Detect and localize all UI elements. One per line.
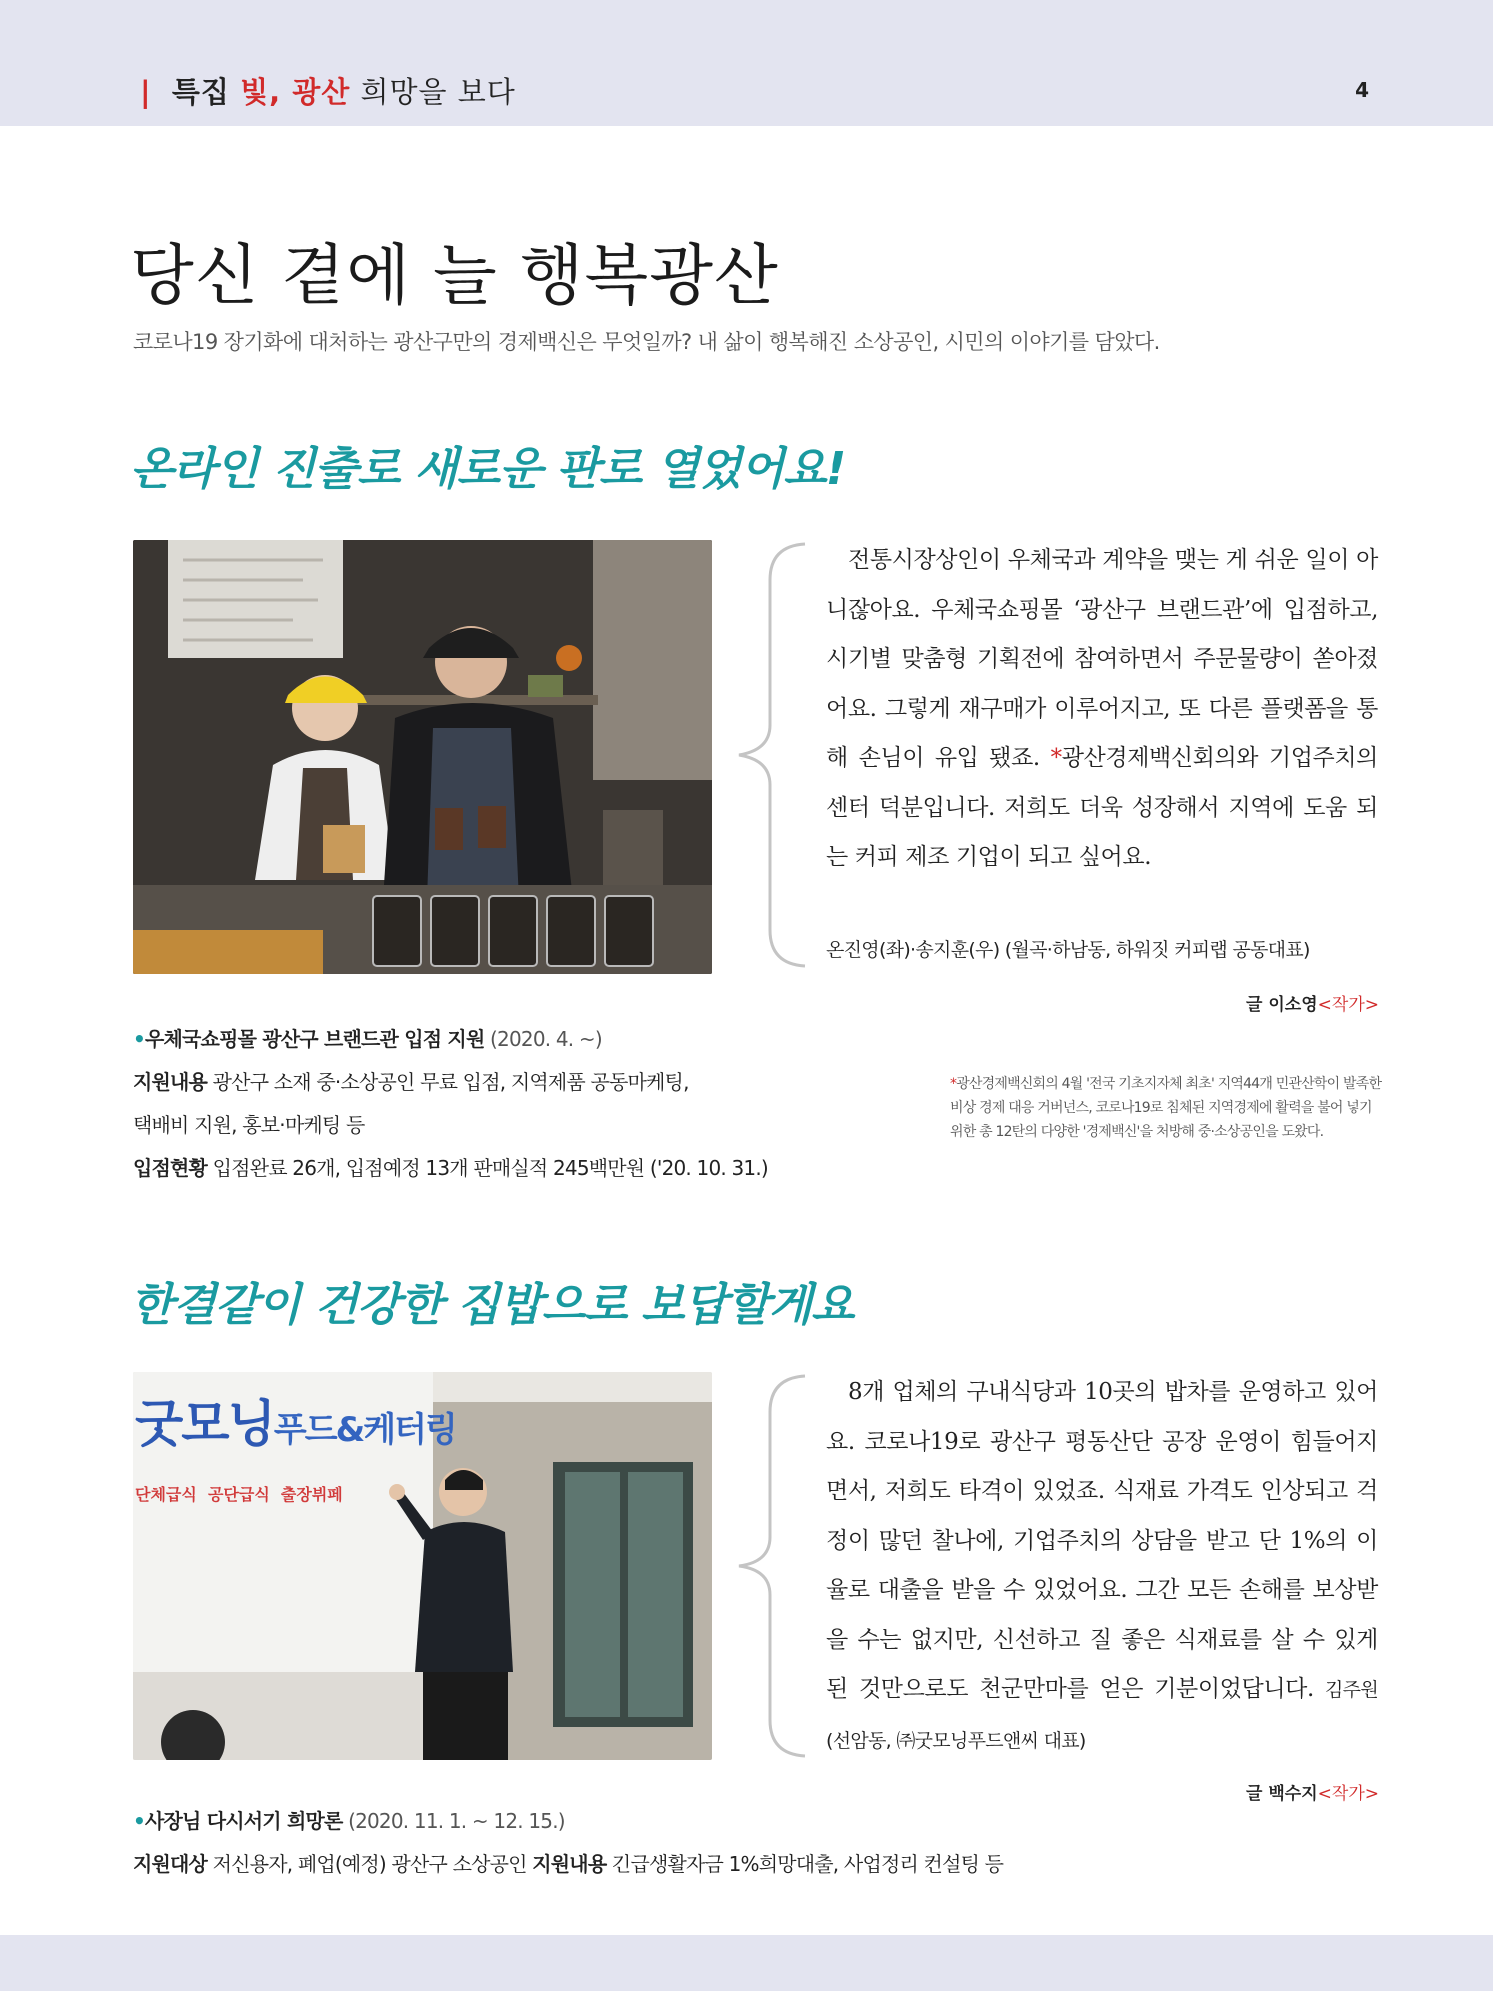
story1-quote [826,536,1378,883]
program-date: (2020. 4. ~) [490,1027,602,1051]
sign-brand [135,1384,456,1456]
content-text: 광산구 소재 중·소상공인 무료 입점, 지역제품 공동마케팅, [212,1070,689,1094]
cafe-owners-photo [133,540,712,974]
section-title-highlight: 빛, 광산 [240,75,351,109]
section-label: 특집 [171,75,230,109]
story2-program-info [133,1800,1003,1886]
target-text: 저신용자, 폐업(예정) 광산구 소상공인 [212,1852,527,1876]
target-label: 지원대상 [133,1852,208,1876]
footnote-marker: * [1050,745,1062,771]
story2-quote [826,1368,1378,1766]
page-number: 4 [1355,78,1369,102]
byline-name-2: 글 백수지 [1246,1784,1318,1804]
quote-brace-icon-2 [735,1372,815,1760]
story1-footnote [950,1072,1382,1144]
story1-quote-text-end: 광산경제백신회의와 기업주치의센터 덕분입니다. 저희도 더욱 성장해서 지역에 도움 되는 커피 제조 기업이 되고 싶어요. [826,745,1378,870]
status-text: 입점완료 26개, 입점예정 13개 판매실적 245백만원 ('20. 10. 31.) [212,1156,768,1180]
story1-heading: 온라인 진출로 새로운 판로 열었어요! [130,442,846,495]
bullet-icon: • [133,1027,145,1051]
section-bar: | [140,75,152,109]
sign-brand-text: 굿모닝 [135,1395,274,1453]
story2-quote-text: 8개 업체의 구내식당과 10곳의 밥차를 운영하고 있어요. 코로나19로 광산구 평동산단 공장 운영이 힘들어지면서, 저희도 타격이 있었죠. 식재료 가격도 인상되고 걱정이 많던 찰나에, 기업주치의 상담을 받고 단 1%의 이율로 대출을 받을 수 있었어요. 그간 모든 손해를 보상받을 수는 없지만, 신선하고 질 좋은 식재료를 살 수 있게 된 것만으로도 천군만마를 얻은 기분이었답니다. [826,1379,1378,1702]
byline-role: <작가> [1317,995,1379,1015]
catering-owner-photo [133,1372,712,1760]
content-text-2: 긴급생활자금 1%희망대출, 사업정리 컨설팅 등 [611,1852,1004,1876]
content-text-cont: 택배비 지원, 홍보·마케팅 등 [133,1113,365,1137]
content-label-2: 지원내용 [532,1852,607,1876]
section-tag [140,70,516,111]
footnote-text: 광산경제백신회의 4월 '전국 기초지자체 최초' 지역44개 민관산학이 발족한 비상 경제 대응 거버넌스, 코로나19로 침체된 지역경제에 활력을 불어 넣기 위한 총 12탄의 다양한 '경제백신'을 처방해 중·소상공인을 도왔다. [950,1076,1382,1140]
story2-heading: 한결같이 건강한 집밥으로 보답할게요 [130,1278,854,1331]
page-title: 당신 곁에 늘 행복광산 [130,237,779,314]
byline-role-2: <작가> [1317,1784,1379,1804]
quote-brace-icon [735,540,815,970]
byline-name: 글 이소영 [1246,995,1318,1015]
story1-program-info [133,1018,768,1190]
program-name-2: 사장님 다시서기 희망론 [144,1809,343,1833]
program-date-2: (2020. 11. 1. ~ 12. 15.) [348,1809,565,1833]
story2-speaker: 김주원(선암동, ㈜굿모닝푸드앤씨 대표) [826,1679,1378,1752]
footnote-star: * [950,1076,957,1092]
story2-byline [1246,1779,1379,1804]
section-title-rest: 희망을 보다 [360,75,516,109]
footer-band [0,1935,1493,1991]
sign-brand-sub: 푸드&케터링 [273,1410,456,1450]
bullet-icon-2: • [133,1809,145,1833]
story1-quote-text: 전통시장상인이 우체국과 계약을 맺는 게 쉬운 일이 아니잖아요. 우체국쇼핑몰 ‘광산구 브랜드관’에 입점하고, 시기별 맞춤형 기획전에 참여하면서 주문물량이 쏟아졌어요. 그렇게 재구매가 이루어지고, 또 다른 플랫폼을 통해 손님이 유입 됐죠. [826,547,1378,771]
sign-tagline: 단체급식 공단급식 출장뷔페 [135,1485,343,1504]
content-label: 지원내용 [133,1070,208,1094]
story1-speaker: 온진영(좌)·송지훈(우) (월곡·하남동, 하워짓 커피랩 공동대표) [826,939,1310,961]
header-band [0,0,1493,126]
page-subtitle: 코로나19 장기화에 대처하는 광산구만의 경제백신은 무엇일까? 내 삶이 행복해진 소상공인, 시민의 이야기를 담았다. [133,330,1160,354]
program-name: 우체국쇼핑몰 광산구 브랜드관 입점 지원 [144,1027,485,1051]
status-label: 입점현황 [133,1156,208,1180]
story1-byline [1246,990,1379,1015]
